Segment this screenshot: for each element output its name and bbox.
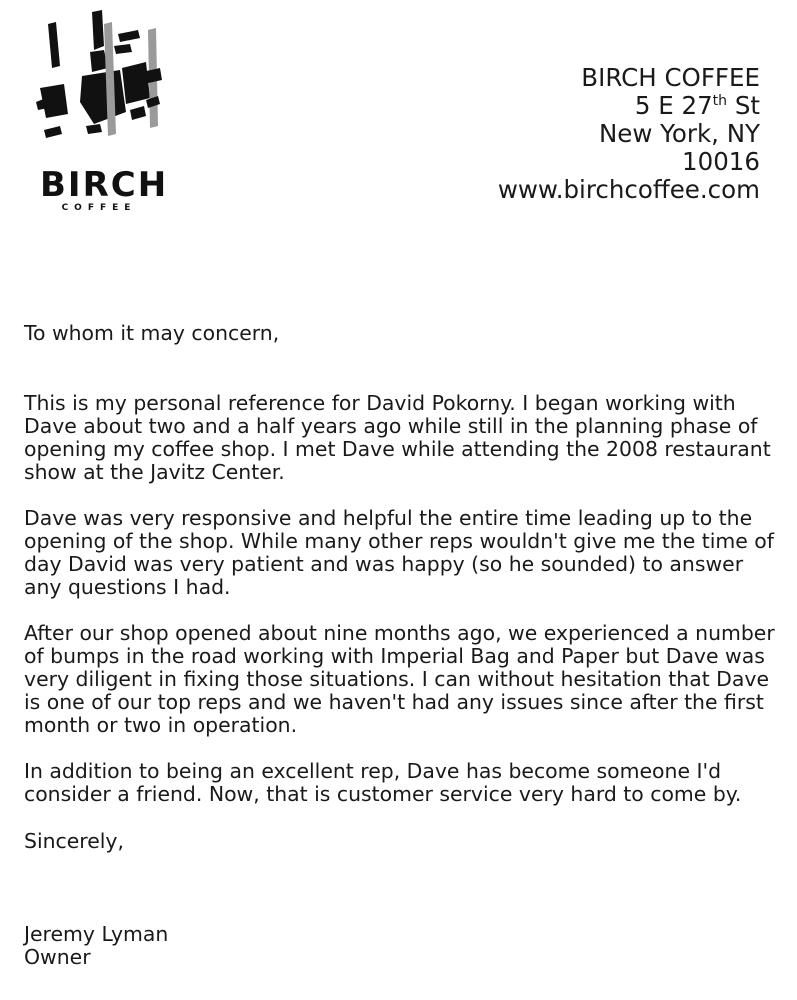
closing: Sincerely, — [24, 829, 124, 853]
birch-coffee-logo — [34, 6, 169, 216]
logo-subtitle: COFFEE — [61, 203, 137, 213]
paragraph-3: After our shop opened about nine months ago, we experienced a number of bumps in the road working with Imperial Bag and Paper but Dave was very diligent in fixing those situations. I can without hesitation that Dave is one of our top reps and we haven't had any issues since after the first month or two in operation. — [24, 621, 775, 737]
letterhead-address — [498, 64, 760, 204]
paragraph-1: This is my personal reference for David Pokorny. I began working with Dave about two and a half years ago while still in the planning phase of opening my coffee shop. I met Dave while attending the 2008 restaurant show at the Javitz Center. — [24, 391, 771, 484]
street-address — [498, 92, 760, 120]
zip-code: 10016 — [682, 147, 760, 176]
website: www.birchcoffee.com — [497, 175, 760, 204]
city-state: New York, NY — [598, 119, 760, 148]
letter-body — [24, 322, 784, 969]
street-ordinal: th — [712, 92, 728, 109]
company-name: BIRCH COFFEE — [581, 63, 760, 92]
paragraph-2: Dave was very responsive and helpful the entire time leading up to the opening of the shop. While many other reps wouldn't give me the time of day David was very patient and was happy (so he sounded) to answer any questions I had. — [24, 506, 774, 599]
birch-trees-icon — [34, 6, 164, 166]
greeting: To whom it may concern, — [24, 321, 280, 345]
signer-name: Jeremy Lyman — [24, 922, 169, 946]
street-rest: St — [727, 91, 760, 120]
signer-title: Owner — [24, 945, 91, 969]
logo-wordmark: BIRCH — [40, 165, 169, 205]
paragraph-4: In addition to being an excellent rep, Dave has become someone I'd consider a friend. Now, that is customer service very hard to come by. — [24, 759, 742, 806]
street-number: 5 E 27 — [634, 91, 713, 120]
